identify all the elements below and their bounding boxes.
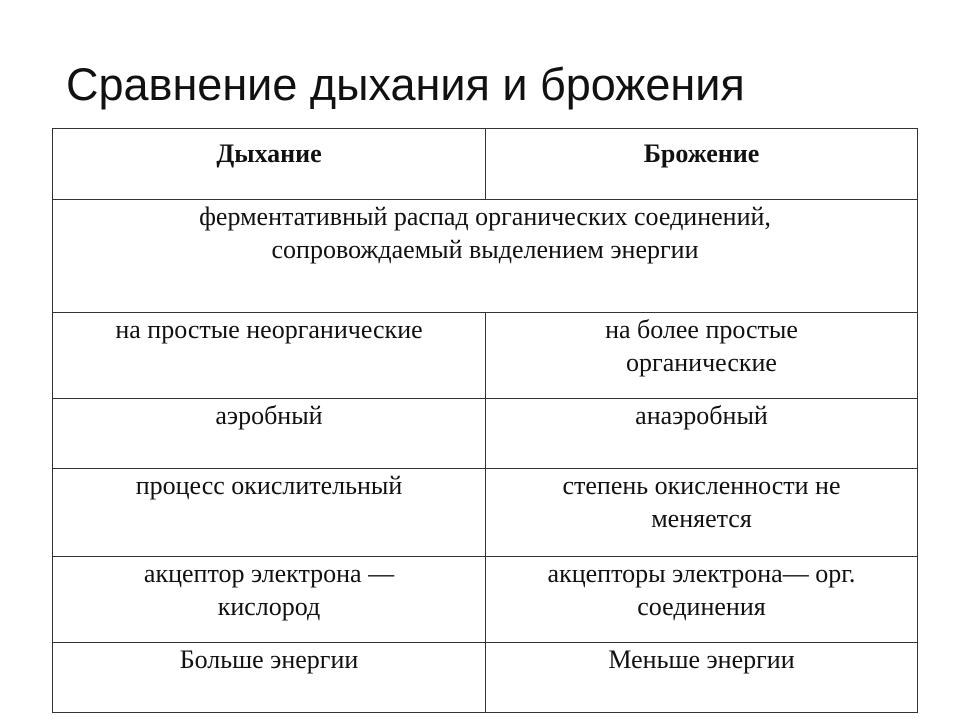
fermentation-cell [486, 557, 918, 643]
cell-line: акцепторы электрона— орг. [547, 559, 856, 588]
header-fermentation: Брожение [486, 129, 918, 200]
respiration-cell [53, 313, 486, 399]
cell-line: аэробный [215, 401, 323, 430]
cell-line: органические [626, 348, 777, 377]
common-definition-row [53, 200, 918, 313]
respiration-cell [53, 643, 486, 713]
cell-line: Меньше энергии [608, 645, 795, 674]
cell-line: соединения [637, 592, 766, 621]
slide-title: Сравнение дыхания и брожения [66, 59, 745, 110]
cell-line: Больше энергии [179, 645, 359, 674]
cell-line: акцептор электрона — [143, 559, 395, 588]
cell-line: анаэробный [635, 401, 768, 430]
respiration-cell [53, 469, 486, 557]
table-row [53, 469, 918, 557]
cell-line: на простые неорганические [115, 315, 423, 344]
respiration-cell [53, 557, 486, 643]
cell-line: меняется [651, 504, 752, 533]
header-respiration: Дыхание [53, 129, 486, 200]
fermentation-cell [486, 313, 918, 399]
cell-line: на более простые [605, 315, 798, 344]
common-definition-line: ферментативный распад органических соединений, [199, 202, 771, 231]
table-row [53, 313, 918, 399]
cell-line: кислород [217, 592, 321, 621]
respiration-cell [53, 399, 486, 469]
cell-line: степень окисленности не [562, 471, 841, 500]
header-row [53, 129, 918, 200]
table-row [53, 399, 918, 469]
comparison-table [52, 128, 918, 713]
fermentation-cell [486, 469, 918, 557]
table-row [53, 557, 918, 643]
table-row [53, 643, 918, 713]
common-definition-line: сопровождаемый выделением энергии [271, 235, 699, 264]
cell-line: процесс окислительный [135, 471, 403, 500]
fermentation-cell [486, 643, 918, 713]
fermentation-cell [486, 399, 918, 469]
common-definition-cell [53, 200, 918, 313]
